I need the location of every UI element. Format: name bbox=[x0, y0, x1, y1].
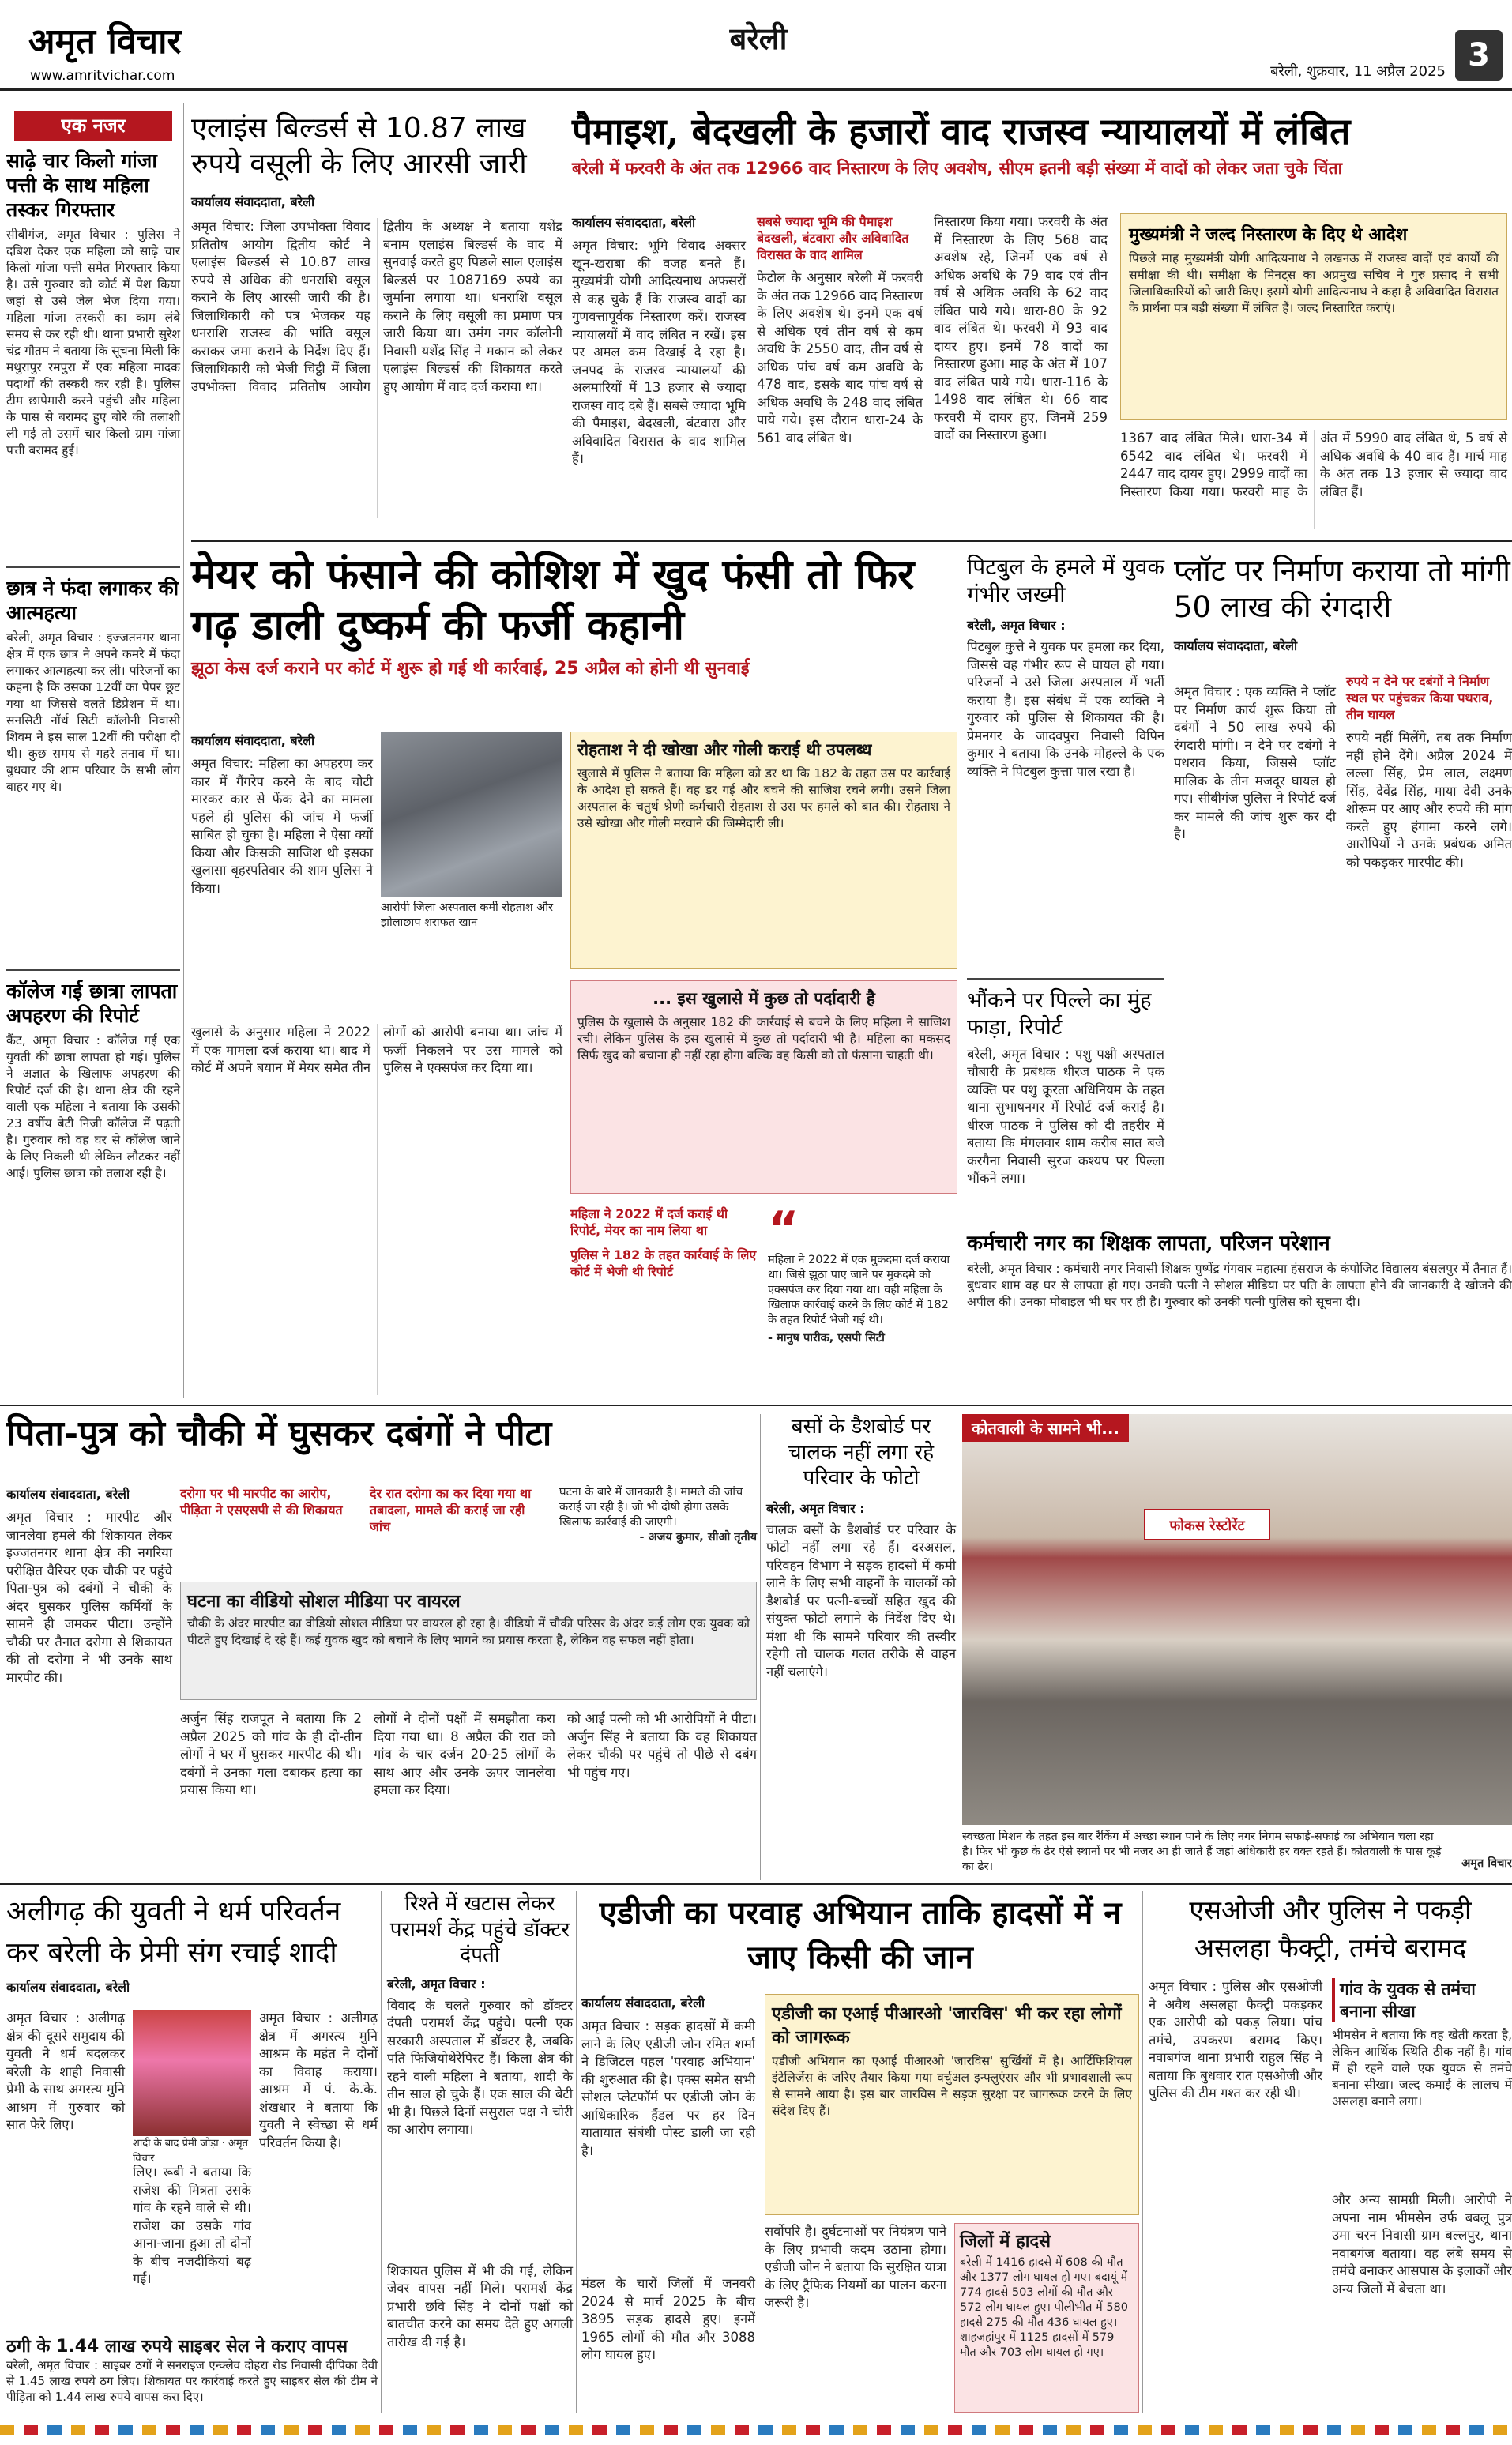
headline: पिता-पुत्र को चौकी में घुसकर दबंगों ने पीटा bbox=[6, 1413, 552, 1454]
box-text: खुलासे में पुलिस ने बताया कि महिला को डर था कि 182 के तहत उस पर कार्रवाई के आदेश हो सकते हैं। वह डर गई और बचने की साजिश रचने लगी। उसने जिला अस्पताल के चतुर्थ श्रेणी कर्मचारी रोहताश से उस पर हमले को बात की। रोहताश ने उसे खोखा और गोली मरवाने की जिम्मेदारी ली। bbox=[577, 766, 950, 830]
masthead bbox=[0, 0, 1512, 88]
article-body: रुपये नहीं मिलेंगे, तब तक निर्माण नहीं होने देंगे। अप्रैल 2024 में लल्ला सिंह, प्रेम लाल, लक्ष्मण सिंह, देवेंद्र सिंह, माया देवी उनके शोरूम पर आए और रुपये की मांग करते हुए हंगामा करने लगे। आरोपियों ने उनके प्रबंधक अमित को पकड़कर मारपीट की। bbox=[1346, 730, 1512, 870]
photo-caption: आरोपी जिला अस्पताल कर्मी रोहताश और झोलाछाप शराफत खान bbox=[381, 901, 554, 929]
box-text: एडीजी अभियान का एआई पीआरओ 'जारविस' सुर्खियों में है। आर्टिफिशियल इंटेलिजेंस के जरिए तैयार किया गया वर्चुअल इन्फ्लुएंसर और भी प्रभावशाली रूप से सामने आया है। इस बार जारविस ने सड़क सुरक्षा पर जागरूक करने के लिए संदेश दिए हैं। bbox=[772, 2054, 1132, 2118]
article-bus-dashboard bbox=[766, 1414, 956, 1880]
box-title: ... इस खुलासे में कुछ तो पर्दादारी है bbox=[653, 989, 875, 1008]
article-body: शिकायत पुलिस में भी की गई, लेकिन जेवर वापस नहीं मिले। परामर्श केंद्र प्रभारी छवि सिंह ने दोनों पक्षों को बातचीत करने का समय देते हुए अगली तारीख दी गई है। bbox=[387, 2263, 573, 2349]
quote-author: - मानुष पारीक, एसपी सिटी bbox=[768, 1332, 885, 1345]
headline: अलीगढ़ की युवती ने धर्म परिवर्तन कर बरेली के प्रेमी संग रचाई शादी bbox=[6, 1896, 341, 1969]
article-body: लिए। रूबी ने बताया कि राजेश की मित्रता उसके गांव के रहने वाले से थी। राजेश का उसके गांव आना-जाना हुआ तो दोनों के बीच नजदीकियां बढ़ गईं। bbox=[133, 2165, 251, 2286]
learned-box bbox=[1332, 1978, 1512, 2184]
headline: प्लॉट पर निर्माण कराया तो मांगी 50 लाख की रंगदारी bbox=[1174, 554, 1510, 624]
article-body: बरेली, अमृत विचार : पशु पक्षी अस्पताल चौबारी के प्रबंधक धीरज पाठक ने एक व्यक्ति पर पशु क्रूरता अधिनियम के तहत थाना सुभाषनगर में रिपोर्ट दर्ज कराई है। धीरज पाठक ने पुलिस को दी तहरीर में बताया कि मंगलवार शाम करीब सात बजे करगैना निवासी सुरज कश्यप पर पिल्ला भौंकने लगा। bbox=[967, 1046, 1164, 1186]
article-body: विवाद के चलते गुरुवार को डॉक्टर दंपती परामर्श केंद्र पहुंचे। पत्नी एक सरकारी अस्पताल में डॉक्टर है, जबकि पति फिजियोथेरेपिस्ट हैं। किला क्षेत्र की रहने वाली महिला ने बताया, शादी के तीन साल हो चुके हैं। एक साल की बेटी भी है। पिछले दिनों ससुराल पक्ष ने चोरी का आरोप लगाया। bbox=[387, 1997, 573, 2137]
photo-credit: अमृत विचार bbox=[133, 2138, 249, 2165]
photo-label: कोतवाली के सामने भी... bbox=[962, 1414, 1129, 1442]
article-body: अमृत विचार: महिला का अपहरण कर कार में गैंगरेप करने के बाद चोटी मारकर कार से फेंक देने का मामला पहले ही पुलिस की जांच में फर्जी साबित हो चुका है। महिला ने ऐसा क्यों किया और किसकी साजिश थी इसका खुलासा बृहस्पतिवार की शाम पुलिस ने किया। bbox=[191, 756, 373, 896]
article-body: अमृत विचार : मारपीट और जानलेवा हमले की शिकायत लेकर इज्जतनगर थाना क्षेत्र की नगरिया परीक्षित वैरियर एक चौकी पर पहुंचे पिता-पुत्र को दबंगों ने चौकी के अंदर घुसकर पुलिस कर्मियों के सामने ही जमकर पीटा। उन्होंने चौकी पर तैनात दरोगा से शिकायत की तो दरोगा ने भी उनके साथ मारपीट की। bbox=[6, 1510, 172, 1685]
byline: कार्यालय संवाददाता, बरेली bbox=[572, 215, 696, 230]
article-body: अमृत विचार: भूमि विवाद अक्सर खून-खराबा की वजह बनते हैं। मुख्यमंत्री योगी आदित्यनाथ अफसरों से कह चुके हैं कि राजस्व वादों का गुणवत्तापूर्वक निस्तारण करें। राजस्व न्यायालयों में वाद लंबित न रखें। इस पर अमल कम दिखाई दे रहा है। जनपद के राजस्व न्यायालयों की अलमारियों में 13 हजार से ज्यादा राजस्व वाद दबे हैं। सबसे ज्यादा भूमि की पैमाइश, बेदखली, बंटवारा और अविवादित विरासत के वाद शामिल हैं। bbox=[572, 238, 746, 466]
byline: कार्यालय संवाददाता, बरेली bbox=[6, 1980, 130, 1995]
byline: बरेली, अमृत विचार : bbox=[387, 1976, 486, 1992]
viral-video-box bbox=[180, 1582, 757, 1700]
photo bbox=[381, 732, 562, 897]
sidebar-item-title: कॉलेज गई छात्रा लापता अपहरण की रिपोर्ट bbox=[6, 980, 178, 1027]
bullet-point: पुलिस ने 182 के तहत कार्रवाई के लिए कोर्ट में भेजी थी रिपोर्ट bbox=[570, 1247, 757, 1279]
investigation-box bbox=[570, 980, 957, 1194]
box-text: चौकी के अंदर मारपीट का वीडियो सोशल मीडिया पर वायरल हो रहा है। वीडियो में चौकी परिसर के अंदर कई लोग एक युवक को पीटते हुए दिखाई दे रहे हैं। कई युवक खुद को बचाने के लिए भागने का प्रयास करता है, लेकिन वह सफल नहीं होता। bbox=[187, 1616, 750, 1647]
box-text: भीमसेन ने बताया कि वह खेती करता है, लेकिन आर्थिक स्थिति ठीक नहीं है। गांव में ही रहने वाले एक युवक से तमंचे बनाना सीखा। जल्द कमाई के लालच में असलहा बनाने लगा। bbox=[1332, 2028, 1512, 2108]
headline: भौंकने पर पिल्ले का मुंह फाड़ा, रिपोर्ट bbox=[967, 988, 1152, 1040]
article-body: और अन्य सामग्री मिली। आरोपी ने अपना नाम भीमसेन उर्फ बबलू पुत्र उमा चरन निवासी ग्राम बल्लपुर, थाना नवाबगंज बताया। वह लंबे समय से तमंचे बनाकर आसपास के इलाकों और अन्य जिलों में बेचता था। bbox=[1332, 2192, 1512, 2296]
sidebar-item-text: कैंट, अमृत विचार : कॉलेज गई एक युवती की छात्रा लापता हो गई। पुलिस ने अज्ञात के खिलाफ अपहरण की रिपोर्ट दर्ज की है। थाना क्षेत्र की रहने वाली एक महिला ने बताया कि उसकी 23 वर्षीय बेटी निजी कॉलेज में पढ़ती है। गुरुवार को वह घर से कॉलेज जाने के लिए निकली थी लेकिन लौटकर नहीं आई। पुलिस छात्रा को तलाश रही है। bbox=[6, 1033, 180, 1180]
box-title: मुख्यमंत्री ने जल्द निस्तारण के दिए थे आदेश bbox=[1129, 225, 1408, 245]
logo: अमृत विचार bbox=[28, 21, 182, 62]
box-text: बरेली में 1416 हादसे में 608 की मौत और 1377 लोग घायल हो गए। बदायूं में 774 हादसे 503 लोगों की मौत और 572 लोग घायल हुए। पीलीभीत में 580 हादसे 275 की मौत 436 घायल हुए। शाहजहांपुर में 1125 हादसों में 579 मौत और 703 लोग घायल हो गए। bbox=[960, 2256, 1128, 2359]
sidebar-tag: एक नजर bbox=[14, 111, 172, 141]
bullet-point: महिला ने 2022 में दर्ज कराई थी रिपोर्ट, मेयर का नाम लिया था bbox=[570, 1206, 728, 1238]
box-text: बरेली, अमृत विचार : साइबर ठगों ने सनराइज एन्क्लेव दोहरा रोड निवासी दीपिका देवी से 1.45 लाख रुपये ठग लिए। शिकायत पर कार्रवाई करते हुए साइबर सेल की टीम ने पीड़िता को 1.44 लाख रुपये वापस करा दिए। bbox=[6, 2358, 378, 2404]
sidebar-item-text: सीबीगंज, अमृत विचार : पुलिस ने दबिश देकर एक महिला को साढ़े चार किलो गांजा पत्ती समेत गिरफ्तार किया है। उसे गुरुवार को कोर्ट में पेश किया जहां से उसे जेल भेज दिया गया। महिला गांजा तस्करी का काम लंबे समय से कर रही थी। थाना प्रभारी सुरेश चंद्र गौतम ने बताया कि सूचना मिली कि मथुरापुर रमपुरा में एक महिला मादक पदार्थों की तस्करी कर रही है। पुलिस टीम छापेमारी करने पहुंची और महिला के पास से बरामद हुए बोरे की तलाशी ली गई तो उसमें चार किलो ग्राम गांजा पत्ती बरामद हुई। bbox=[6, 228, 180, 457]
article-mayor-fake-case bbox=[191, 550, 957, 1403]
photo-caption: शादी के बाद प्रेमी जोड़ा bbox=[133, 2138, 219, 2150]
box-title: एडीजी का एआई पीआरओ 'जारविस' भी कर रहा लोगों को जागरूक bbox=[772, 2004, 1122, 2048]
bullet-point: देर रात दरोगा का कर दिया गया था तबादला, मामले की कराई जा रही जांच bbox=[370, 1486, 532, 1534]
article-conversion-marriage bbox=[6, 1891, 378, 2413]
garbage-photo bbox=[962, 1414, 1512, 1825]
headline: एसओजी और पुलिस ने पकड़ी असलहा फैक्ट्री, तमंचे बरामद bbox=[1189, 1894, 1472, 1963]
headline: मेयर को फंसाने की कोशिश में खुद फंसी तो फिर गढ़ डाली दुष्कर्म की फर्जी कहानी bbox=[191, 551, 915, 649]
accused-photo bbox=[381, 732, 562, 937]
article-arms-factory bbox=[1149, 1891, 1512, 2413]
article-body: अमृत विचार : अलीगढ़ क्षेत्र की दूसरे समुदाय की युवती ने धर्म बदलकर बरेली के शाही निवासी प्रेमी के साथ अगस्त्य मुनि आश्रम में गुरुवार को सात फेरे लिए। bbox=[6, 2011, 125, 2132]
bullet-point: दरोगा पर भी मारपीट का आरोप, पीड़िता ने एसएसपी से की शिकायत bbox=[180, 1486, 343, 1518]
article-body: को आई पत्नी को भी आरोपियों ने पीटा। अर्जुन सिंह ने बताया कि वह शिकायत लेकर चौकी पर पहुंचे तो पीछे से दबंग भी पहुंच गए। bbox=[567, 1711, 757, 1780]
quote-text: महिला ने 2022 में एक मुकदमा दर्ज कराया था। जिसे झूठा पाए जाने पर मुकदमे को एक्सपंज कर दिया गया था। वही महिला के खिलाफ कार्रवाई करने के लिए कोर्ट में 182 के तहत रिपोर्ट भेजी गई थी। bbox=[768, 1254, 950, 1326]
sidebar-item-title: छात्र ने फंदा लगाकर की आत्महत्या bbox=[6, 577, 179, 624]
headline: बसों के डैशबोर्ड पर चालक नहीं लगा रहे परिवार के फोटो bbox=[788, 1415, 935, 1490]
headline: पिटबुल के हमले में युवक गंभीर जख्मी bbox=[967, 554, 1164, 607]
article-extortion bbox=[1174, 553, 1512, 1224]
headline: एलाइंस बिल्डर्स से 10.87 लाख रुपये वसूली के लिए आरसी जारी bbox=[191, 112, 527, 180]
sidebar bbox=[6, 103, 180, 1398]
box-title: जिलों में हादसे bbox=[960, 2232, 1051, 2251]
couple-photo: शादी के बाद प्रेमी जोड़ा · अमृत विचार bbox=[133, 2010, 251, 2152]
article-body: खुलासे के अनुसार महिला ने 2022 में एक मामला दर्ज कराया था। बाद में कोर्ट में अपने बयान में मेयर समेत तीन लोगों को आरोपी बनाया था। जांच में फर्जी निकलने पर उस मामले को पुलिस ने एक्सपंज कर दिया था। bbox=[191, 1025, 562, 1075]
subheadline: झूठा केस दर्ज कराने पर कोर्ट में शुरू हो गई थी कार्रवाई, 25 अप्रैल को होनी थी सुनवाई bbox=[191, 659, 750, 679]
cm-order-box bbox=[1120, 213, 1507, 420]
article-body: लोगों ने दोनों पक्षों में समझौता करा दिया गया था। 8 अप्रैल की रात को गांव के चार दर्जन 20-25 लोगों के साथ आए और उनके ऊपर जानलेवा हमला कर दिया। bbox=[374, 1711, 555, 1797]
rohtash-box bbox=[570, 732, 957, 969]
photo-caption: स्वच्छता मिशन के तहत इस बार रैंकिंग में अच्छा स्थान पाने के लिए नगर निगम सफाई-सफाई का अभियान चला रहा है। फिर भी कुछ के ढेर ऐसे स्थानों पर भी नजर आ ही जाते हैं जहां अधिकारी हर वक्त रहते हैं। कोतवाली के पास कूड़े का ढेर। bbox=[962, 1830, 1442, 1873]
byline: कार्यालय संवाददाता, बरेली bbox=[6, 1487, 130, 1502]
byline: कार्यालय संवाददाता, बरेली bbox=[191, 733, 315, 748]
article-body: बरेली, अमृत विचार : कर्मचारी नगर निवासी शिक्षक पुष्पेंद्र गंगवार महात्मा हंसराज के कंपोजिट विद्यालय बंसलपुर में तैनात हैं। बुधवार शाम वह घर से लापता हो गए। उनकी पत्नी ने सोशल मीडिया पर पति के लापता होने की जानकारी दे खोजने की अपील की। उनका मोबाइल भी घर पर ही है। गुरुवार को उनकी पत्नी पुलिस को सूचना दी। bbox=[967, 1261, 1512, 1309]
headline: रिश्ते में खटास लेकर परामर्श केंद्र पहुंचे डॉक्टर दंपती bbox=[389, 1892, 570, 1967]
print-register-strip bbox=[0, 2425, 1512, 2435]
article-body: मंडल के चारों जिलों में जनवरी 2024 से मार्च 2025 के बीच 3895 सड़क हादसे हुए। इनमें 1965 लोगों की मौत और 3088 लोग घायल हुए। bbox=[581, 2276, 755, 2362]
shop-sign: फोकस रेस्टोरेंट bbox=[1144, 1509, 1270, 1540]
article-body: चालक बसों के डैशबोर्ड पर परिवार के फोटो नहीं लगा रहे हैं। दरअसल, परिवहन विभाग ने सड़क हादसों में कमी लाने के लिए सभी वाहनों के चालकों को डैशबोर्ड पर पत्नी-बच्चों सहित खुद की संयुक्त फोटो लगाने के निर्देश दिए थे। मंशा थी कि सामने परिवार की तस्वीर रहेगी तो चालक गलत तरीके से वाहन नहीं चलाएंगे। bbox=[766, 1522, 956, 1680]
article-body: फेटोल के अनुसार बरेली में फरवरी के अंत तक 12966 वाद निस्तारण के लिए अवशेष थे। इनमें एक वर्ष से अधिक एवं तीन वर्ष से कम अवधि के 2550 वाद, तीन वर्ष से अधिक पांच वर्ष कम अवधि के 478 वाद, इसके बाद पांच वर्ष से अधिक अवधि के 248 वाद लंबित पाये गये। इस दौरान धारा-24 के 561 वाद लंबित थे। bbox=[757, 270, 923, 446]
headline: पैमाइश, बेदखली के हजारों वाद राजस्व न्यायालयों में लंबित bbox=[572, 110, 1351, 152]
site-url[interactable]: www.amritvichar.com bbox=[30, 68, 175, 84]
byline: कार्यालय संवाददाता, बरेली bbox=[581, 1995, 705, 2011]
page-city: बरेली bbox=[729, 21, 788, 56]
photo-story bbox=[962, 1414, 1512, 1880]
bullet-point: रुपये न देने पर दबंगों ने निर्माण स्थल पर पहुंचकर किया पथराव, तीन घायल bbox=[1346, 674, 1494, 722]
article-doctor-couple bbox=[387, 1891, 573, 2413]
article-body: सर्वोपरि है। दुर्घटनाओं पर नियंत्रण पाने के लिए प्रभावी कदम उठाना होगा। एडीजी जोन ने बताया कि सुरक्षित यात्रा के लिए ट्रैफिक नियमों का पालन करना जरूरी है। bbox=[765, 2224, 946, 2310]
box-text: पिछले माह मुख्यमंत्री योगी आदित्यनाथ ने लखनऊ में राजस्व वादों एवं कार्यों की समीक्षा की थी। समीक्षा के मिनट्स का अप्रमुख सचिव ने गुरु प्रसाद ने सभी जिलाधिकारियों को जारी किए। इसमें योगी आदित्यनाथ ने कहा है अविवादित विरासत के प्रार्थना पत्र बड़ी संख्या में लंबित हैं। जल्द निस्तारित कराएं। bbox=[1129, 251, 1499, 315]
article-revenue-cases bbox=[572, 111, 1512, 537]
box-title: घटना का वीडियो सोशल मीडिया पर वायरल bbox=[187, 1592, 461, 1612]
article-chowki-assault bbox=[6, 1414, 757, 1880]
article-body: अमृत विचार: जिला उपभोक्ता विवाद प्रतितोष आयोग द्वितीय कोर्ट ने एलाइंस बिल्डर्स से 10.87 लाख रुपये से अधिक की धनराशि वसूल कराने के लिए आरसी जारी की है। जिलाधिकारी को पत्र भेजकर यह धनराशि राजस्व की भांति वसूल कराकर जमा कराने के निर्देश दिए हैं। जिलाधिकारी को भेजी चिट्ठी में जिला उपभोक्ता विवाद प्रतितोष आयोग द्वितीय के अध्यक्ष ने बताया यशेंद्र बनाम एलाइंस बिल्डर्स के वाद में सुनवाई करते हुए पिछले साल एलाइंस बिल्डर्स पर 1087169 रुपये का जुर्माना लगाया था। धनराशि वसूल कराने के लिए वसूली का प्रमाण पत्र जारी किया था। उमंग नगर कॉलोनी निवासी यशेंद्र सिंह ने मकान को लेकर एलाइंस बिल्डर्स की शिकायत करते हुए आयोग में वाद दर्ज कराया था। bbox=[191, 219, 562, 394]
box-title: गांव के युवक से तमंचा बनाना सीखा bbox=[1332, 1978, 1512, 2022]
article-body: अमृत विचार : एक व्यक्ति ने प्लॉट पर निर्माण कार्य शुरू किया तो दबंगों ने 50 लाख रुपये की रंगदारी मांगी। न देने पर दबंगों ने पथराव किया, जिससे प्लॉट मालिक के तीन मजदूर घायल हो गए। सीबीगंज पुलिस ने रिपोर्ट दर्ज कर मामले की जांच शुरू कर दी है। bbox=[1174, 684, 1336, 841]
byline: बरेली, अमृत विचार : bbox=[766, 1500, 865, 1516]
page-date: बरेली, शुक्रवार, 11 अप्रैल 2025 bbox=[1270, 63, 1446, 80]
box-title: ठगी के 1.44 लाख रुपये साइबर सेल ने कराए वापस bbox=[6, 2337, 348, 2357]
photo bbox=[133, 2010, 251, 2136]
headline: एडीजी का परवाह अभियान ताकि हादसों में न जाए किसी की जान bbox=[599, 1894, 1122, 1976]
sidebar-item-title: साढ़े चार किलो गांजा पत्ती के साथ महिला तस्कर गिरफ्तार bbox=[6, 149, 157, 221]
byline: कार्यालय संवाददाता, बरेली bbox=[191, 194, 315, 209]
article-body: पिटबुल कुत्ते ने युवक पर हमला कर दिया, जिससे वह गंभीर रूप से घायल हो गया। परिजनों ने उसे जिला अस्पताल में भर्ती कराया है। इस संबंध में एक व्यक्ति ने गुरुवार को पुलिस से शिकायत की है। प्रेमनगर के जादवपुरा निवासी विपिन कुमार ने बताया कि उनके मोहल्ले के एक व्यक्ति ने पिटबुल कुत्ता पाल रखा है। bbox=[967, 639, 1164, 779]
article-teacher-missing bbox=[967, 1232, 1512, 1398]
box-text: पुलिस के खुलासे के अनुसार 182 की कार्रवाई से बचने के लिए महिला ने साजिश रची। लेकिन पुलिस के इस खुलासे में कुछ तो पर्दादारी भी है। महिला का मकसद सिर्फ खुद को बचाना ही नहीं रहा होगा बल्कि वह किसी को तो फंसाना चाहती थी। bbox=[577, 1015, 950, 1063]
article-body: अमृत विचार : पुलिस और एसओजी ने अवैध असलहा फैक्ट्री पकड़कर एक आरोपी को पकड़ लिया। पांच तमंचे, उपकरण बरामद किए। नवाबगंज थाना प्रभारी राहुल सिंह ने बताया कि बुधवार रात एसओजी और पुलिस की टीम गश्त कर रही थी। bbox=[1149, 1979, 1322, 2101]
bullet-point: सबसे ज्यादा भूमि की पैमाइश बेदखली, बंटवारा और अविवादित विरासत के वाद शामिल bbox=[757, 214, 909, 262]
quote-author: - अजय कुमार, सीओ तृतीय bbox=[639, 1531, 757, 1544]
article-body: अमृत विचार : सड़क हादसों में कमी लाने के लिए एडीजी जोन रमित शर्मा ने डिजिटल पहल 'परवाह अभियान' की शुरुआत की है। एक्स समेत सभी सोशल प्लेटफॉर्म पर एडीजी जोन के आधिकारिक हैंडल पर हर दिन यातायात संबंधी पोस्ट डाली जा रही है। bbox=[581, 2018, 755, 2158]
quote-icon: “ bbox=[768, 1202, 799, 1257]
sidebar-item-text: बरेली, अमृत विचार : इज्जतनगर थाना क्षेत्र में एक छात्र ने अपने कमरे में फंदा लगाकर आत्महत्या कर ली। परिजनों का कहना है कि उसका 12वीं का पेपर छूट गया था जिससे वलते डिप्रेशन में था। सनसिटी नॉर्थ सिटी कॉलोनी निवासी शिवम ने इस साल 12वीं की परीक्षा दी थी। कुछ समय से गहरे तनाव में था। बुधवार की शाम परिवार के सभी लोग बाहर गए थे। bbox=[6, 630, 180, 794]
article-body: अर्जुन सिंह राजपूत ने बताया कि 2 अप्रैल 2025 को गांव के ही दो-तीन लोगों ने घर में घुसकर मारपीट की थी। दबंगों ने उनका गला दबाकर हत्या का प्रयास किया था। bbox=[180, 1711, 362, 1797]
headline: कर्मचारी नगर का शिक्षक लापता, परिजन परेशान bbox=[967, 1232, 1330, 1255]
district-accidents-box bbox=[954, 2223, 1139, 2413]
subheadline: बरेली में फरवरी के अंत तक 12966 वाद निस्तारण के लिए अवशेष, सीएम इतनी बड़ी संख्या में वादों को लेकर जता चुके चिंता bbox=[572, 158, 1343, 178]
box-title: रोहताश ने दी खोखा और गोली कराई थी उपलब्ध bbox=[577, 740, 872, 759]
article-adg-campaign bbox=[581, 1891, 1139, 2413]
article-body: अमृत विचार : अलीगढ़ क्षेत्र में अगस्त्य मुनि आश्रम के महंत ने दोनों का विवाह कराया। आश्रम में पं. के.के. शंखधार ने बताया कि युवती ने स्वेच्छा से धर्म परिवर्तन किया है। bbox=[259, 2011, 378, 2150]
article-builders-rc bbox=[191, 111, 562, 537]
photo-credit: अमृत विचार bbox=[1461, 1857, 1512, 1870]
article-body: 1367 वाद लंबित मिले। धारा-34 में 6542 वाद लंबित थे। फरवरी में 2447 वाद दायर हुए। 2999 वादों का निस्तारण किया गया। फरवरी माह के अंत में 5990 वाद लंबित थे, 5 वर्ष से अधिक अवधि के 40 वाद हैं। मार्च माह के अंत तक 13 हजार से ज्यादा वाद लंबित हैं। bbox=[1120, 431, 1507, 499]
article-body: निस्तारण किया गया। फरवरी के अंत में निस्तारण के लिए 568 वाद अवशेष रहे, जिनमें एक वर्ष से अधिक अवधि के 79 वाद एवं तीन वर्ष से अधिक अवधि के 62 वाद लंबित पाये गये। धारा-80 के 92 वाद लंबित थे। फरवरी में 93 वाद दायर हुए। इनमें 78 वादों का निस्तारण हुआ। माह के अंत में 107 वाद लंबित पाये गये। धारा-116 के 1498 वाद लंबित थे। 66 वाद फरवरी में दायर हुए, जिनमें 259 वादों का निस्तारण हुआ। bbox=[934, 214, 1108, 442]
page-number: 3 bbox=[1455, 30, 1503, 81]
jarvis-box bbox=[765, 1994, 1139, 2215]
byline: बरेली, अमृत विचार : bbox=[967, 618, 1066, 633]
quote-text: घटना के बारे में जानकारी है। मामले की जांच कराई जा रही है। जो भी दोषी होगा उसके खिलाफ कार्रवाई की जाएगी। bbox=[559, 1486, 743, 1529]
byline: कार्यालय संवाददाता, बरेली bbox=[1174, 638, 1298, 653]
